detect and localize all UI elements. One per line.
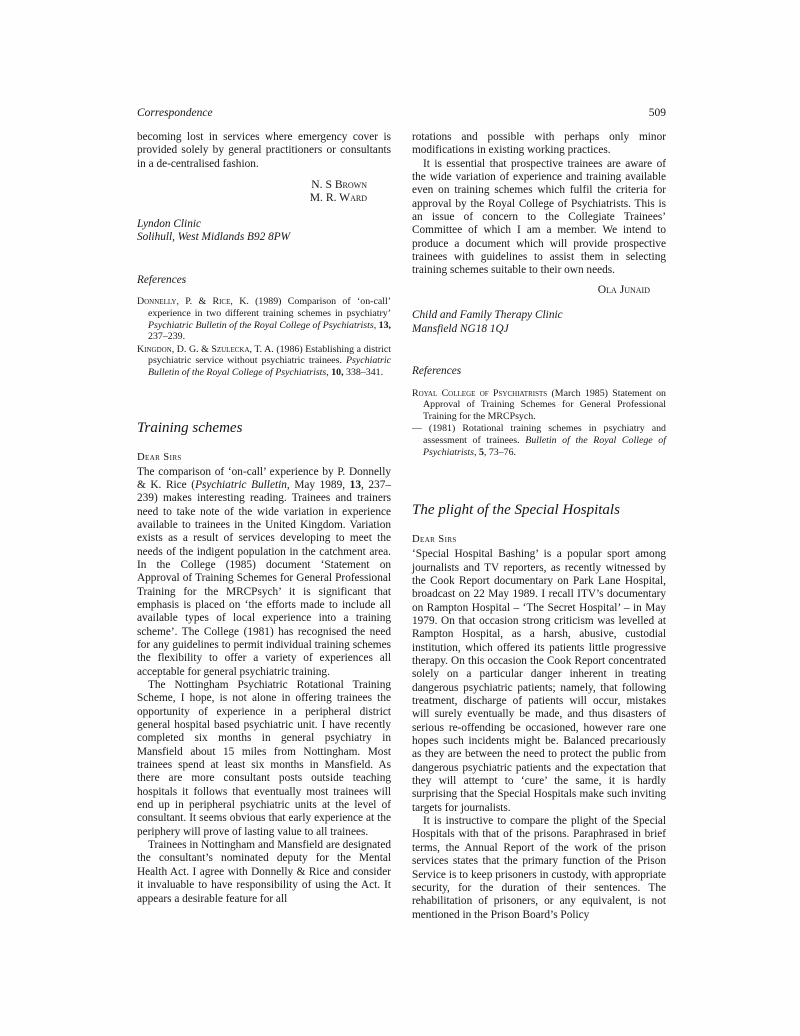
address-line: Child and Family Therapy Clinic [412, 309, 563, 322]
reference-entry: — (1981) Rotational training schemes in psychiatry and assessment of trainees. Bulletin of the Royal College of Psychiatrists, 5, 73–76. [412, 423, 666, 458]
address-line: Lyndon Clinic [137, 217, 201, 230]
references-heading: References [137, 273, 187, 286]
page-content [137, 106, 666, 922]
references-list [137, 296, 391, 378]
letter-paragraph: It is essential that prospective trainees are aware of the wide variation of experience and training available even on training schemes which fulfil the criteria for approval by the Royal College of Psychiatrists. This is an issue of concern to the Collegiate Trainees’ Committee of which I am a member. We intend to produce a document which will provide prospective trainees with guidelines to assist them in selecting training schemes suitable to their own needs. [412, 157, 666, 277]
letter-continuation-paragraph: becoming lost in services where emergency cover is provided solely by general practitioners or consultants in a de-centralised fashion. [137, 131, 391, 170]
left-column [137, 131, 391, 906]
letter-paragraph: The comparison of ‘on-call’ experience by P. Donnelly & K. Rice (Psychiatric Bulletin, May 1989, 13, 237–239) makes interesting reading. Trainees and trainers need to take note of the wide variation in experience available to trainees in the United Kingdom. Variation exists as a result of services developing to meet the needs of the indigent population in the catchment area. In the College (1985) document ‘Statement on Approval of Training Schemes for General Professional Training for the MRCPsych’ it is significant that emphasis is placed on ‘the efforts made to include all available types of local experience into a training scheme’. The College (1981) has recognised the need for any guidelines to permit individual training schemes the flexibility to offer a variety of experiences all acceptable for general psychiatric training. [137, 465, 391, 678]
running-header [137, 106, 666, 120]
address-line: Solihull, West Midlands B92 8PW [137, 231, 291, 244]
letter-title: The plight of the Special Hospitals [412, 502, 620, 519]
letter-title: Training schemes [137, 419, 243, 436]
references-list [412, 388, 666, 459]
letter-paragraph: ‘Special Hospital Bashing’ is a popular sport among journalists and TV reporters, as recently witnessed by the Cook Report documentary on Park Lane Hospital, broadcast on 22 May 1989. I recall ITV’s documentary on Rampton Hospital – ‘The Secret Hospital’ – in May 1979. On that occasion strong criticism was levelled at Rampton Hospital, as a harsh, abusive, custodial institution, which offered its patients little progressive therapy. On this occasion the Cook Report concentrated solely on a particular danger inherent in treating dangerous psychiatric patients; namely, that following treatment, discharge of patients will occur, mistakes will surely eventually be made, and thus disasters of serious re-offending be occasioned, however rare one hopes such incidents might be. Balanced precariously as they are between the need to protect the public from dangerous psychiatric patients and the expectation that they will attempt to ‘cure’ the same, it is hardly surprising that the Special Hospitals make such inviting targets for journalists. [412, 548, 666, 814]
salutation: Dear Sirs [137, 451, 182, 463]
signature-name: N. S Brown [311, 178, 367, 192]
address-block [137, 218, 391, 245]
two-column-layout [137, 131, 666, 922]
reference-entry: Royal College of Psychiatrists (March 1985) Statement on Approval of Training Schemes for General Professional Training for the MRCPsych. [412, 387, 666, 422]
running-head-title: Correspondence [137, 107, 213, 119]
reference-entry: Donnelly, P. & Rice, K. (1989) Comparison of ‘on-call’ experience in two different training schemes in psychiatry’ Psychiatric Bulletin of the Royal College of Psychiatrists, 13, 237–239. [137, 296, 391, 343]
reference-entry: Kingdon, D. G. & Szulecka, T. A. (1986) Establishing a district psychiatric service without psychiatric trainees. Psychiatric Bulletin of the Royal College of Psychiatrists, 10, 338–341. [137, 343, 391, 378]
right-column [412, 131, 666, 922]
address-block [412, 309, 666, 336]
signature-block [412, 283, 666, 296]
letter-paragraph: It is instructive to compare the plight of the Special Hospitals with that of the prisons. Paraphrased in brief terms, the Annual Report of the work of the prison services states that the primary function of the Prison Service is to keep prisoners in custody, with appropriate security, for the duration of their sentences. The rehabilitation of prisoners, or any equivalent, is not mentioned in the Prison Board’s Policy [412, 815, 666, 921]
page-number: 509 [648, 107, 666, 119]
references-heading: References [412, 365, 462, 378]
signature-block [137, 178, 391, 205]
signature-name: M. R. Ward [309, 191, 367, 205]
signature-name: Ola Junaid [597, 282, 650, 296]
salutation: Dear Sirs [412, 534, 457, 546]
letter-paragraph: Trainees in Nottingham and Mansfield are designated the consultant’s nominated deputy for the Mental Health Act. I agree with Donnelly & Rice and consider it invaluable to have responsibility of using the Act. It appears a desirable feature for all [137, 839, 391, 905]
address-line: Mansfield NG18 1QJ [412, 322, 509, 335]
letter-continuation-paragraph: rotations and possible with perhaps only minor modifications in existing working practices. [412, 131, 666, 157]
letter-paragraph: The Nottingham Psychiatric Rotational Training Scheme, I hope, is not alone in offering trainees the opportunity of experience in a peripheral district general hospital based psychiatric unit. I have recently completed six months in general psychiatry in Mansfield about 15 miles from Nottingham. Most trainees spend at least six months in Mansfield. As there are more consultant posts outside teaching hospitals it follows that eventually most trainees will end up in peripheral psychiatric units at the level of consultant. It seems obvious that early experience at the periphery will prove of lasting value to all trainees. [137, 679, 391, 838]
